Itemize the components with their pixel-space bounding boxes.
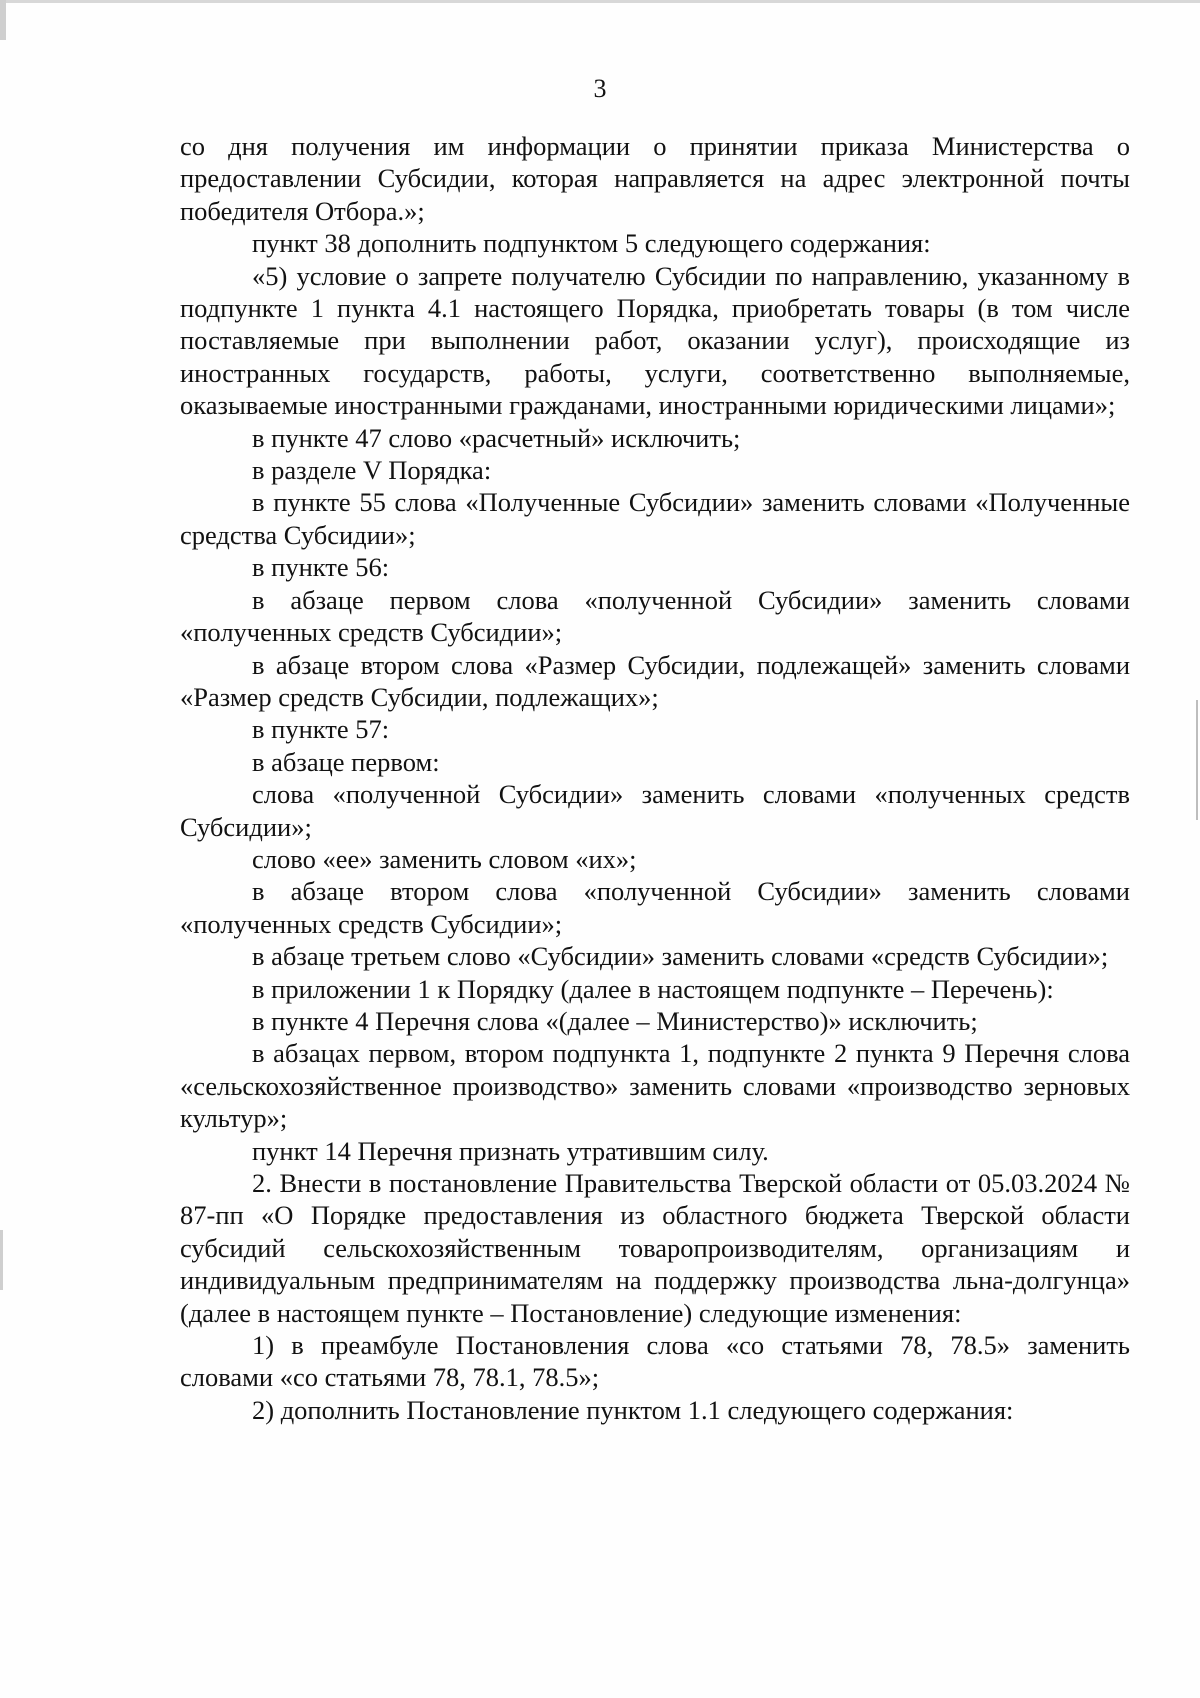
paragraph: слово «ее» заменить словом «их»; xyxy=(252,843,637,874)
document-body xyxy=(180,130,1130,1426)
paragraph: в пункте 4 Перечня слова «(далее – Министерство)» исключить; xyxy=(252,1005,978,1036)
paragraph: «5) условие о запрете получателю Субсидии по направлению, указанному в подпункте 1 пункта 4.1 настоящего Порядка, приобретать товары (в том числе поставляемые при выполнении работ, оказании услуг), происходящие из иностранных государств, работы, услуги, соответственно выполняемые, оказываемые иностранными гражданами, иностранными юридическими лицами»; xyxy=(180,260,1130,421)
paragraph: в приложении 1 к Порядку (далее в настоящем подпункте – Перечень): xyxy=(252,973,1054,1004)
paragraph: в пункте 55 слова «Полученные Субсидии» заменить словами «Полученные средства Субсидии»; xyxy=(180,487,1130,550)
paragraph: 2) дополнить Постановление пунктом 1.1 следующего содержания: xyxy=(252,1394,1014,1425)
paragraph: 2. Внести в постановление Правительства Тверской области от 05.03.2024 № 87-пп «О Порядке предоставления из областного бюджета Тверской области субсидий сельскохозяйственным товаропроизводителям, организациям и индивидуальным предпринимателям на поддержку производства льна-долгунца» (далее в настоящем пункте – Постановление) следующие изменения: xyxy=(180,1168,1130,1328)
paragraph: в пункте 47 слово «расчетный» исключить; xyxy=(252,422,741,453)
paragraph: в абзаце первом слова «полученной Субсидии» заменить словами «полученных средств Субсидии»; xyxy=(180,584,1130,648)
scan-edge-corner xyxy=(0,0,6,40)
paragraph: пункт 38 дополнить подпунктом 5 следующего содержания: xyxy=(252,228,931,259)
paragraph: в абзаце втором слова «полученной Субсидии» заменить словами «полученных средств Субсидии»; xyxy=(180,876,1130,939)
paragraph: 1) в преамбуле Постановления слова «со статьями 78, 78.5» заменить словами «со статьями 78, 78.1, 78.5»; xyxy=(180,1330,1130,1393)
paragraph: в пункте 57: xyxy=(252,714,390,745)
paragraph: в разделе V Порядка: xyxy=(252,455,492,486)
paragraph: со дня получения им информации о принятии приказа Министерства о предоставлении Субсидии, которая направляется на адрес электронной почты победителя Отбора.»; xyxy=(180,131,1130,226)
paragraph: в абзаце первом: xyxy=(252,746,440,777)
paragraph: в абзаце втором слова «Размер Субсидии, подлежащей» заменить словами «Размер средств Субсидии, подлежащих»; xyxy=(180,649,1130,712)
paragraph: в абзаце третьем слово «Субсидии» заменить словами «средств Субсидии»; xyxy=(252,941,1109,972)
scan-edge-top xyxy=(0,0,1200,3)
paragraph: слова «полученной Субсидии» заменить словами «полученных средств Субсидии»; xyxy=(180,779,1130,842)
paragraph: в абзацах первом, втором подпункта 1, подпункте 2 пункта 9 Перечня слова «сельскохозяйственное производство» заменить словами «производство зерновых культур»; xyxy=(180,1038,1130,1134)
paragraph: пункт 14 Перечня признать утратившим силу. xyxy=(252,1135,769,1166)
paragraph: в пункте 56: xyxy=(252,552,390,583)
scan-edge-left xyxy=(0,1230,3,1290)
scan-edge-right xyxy=(1196,700,1198,820)
page-number: 3 xyxy=(593,74,607,103)
